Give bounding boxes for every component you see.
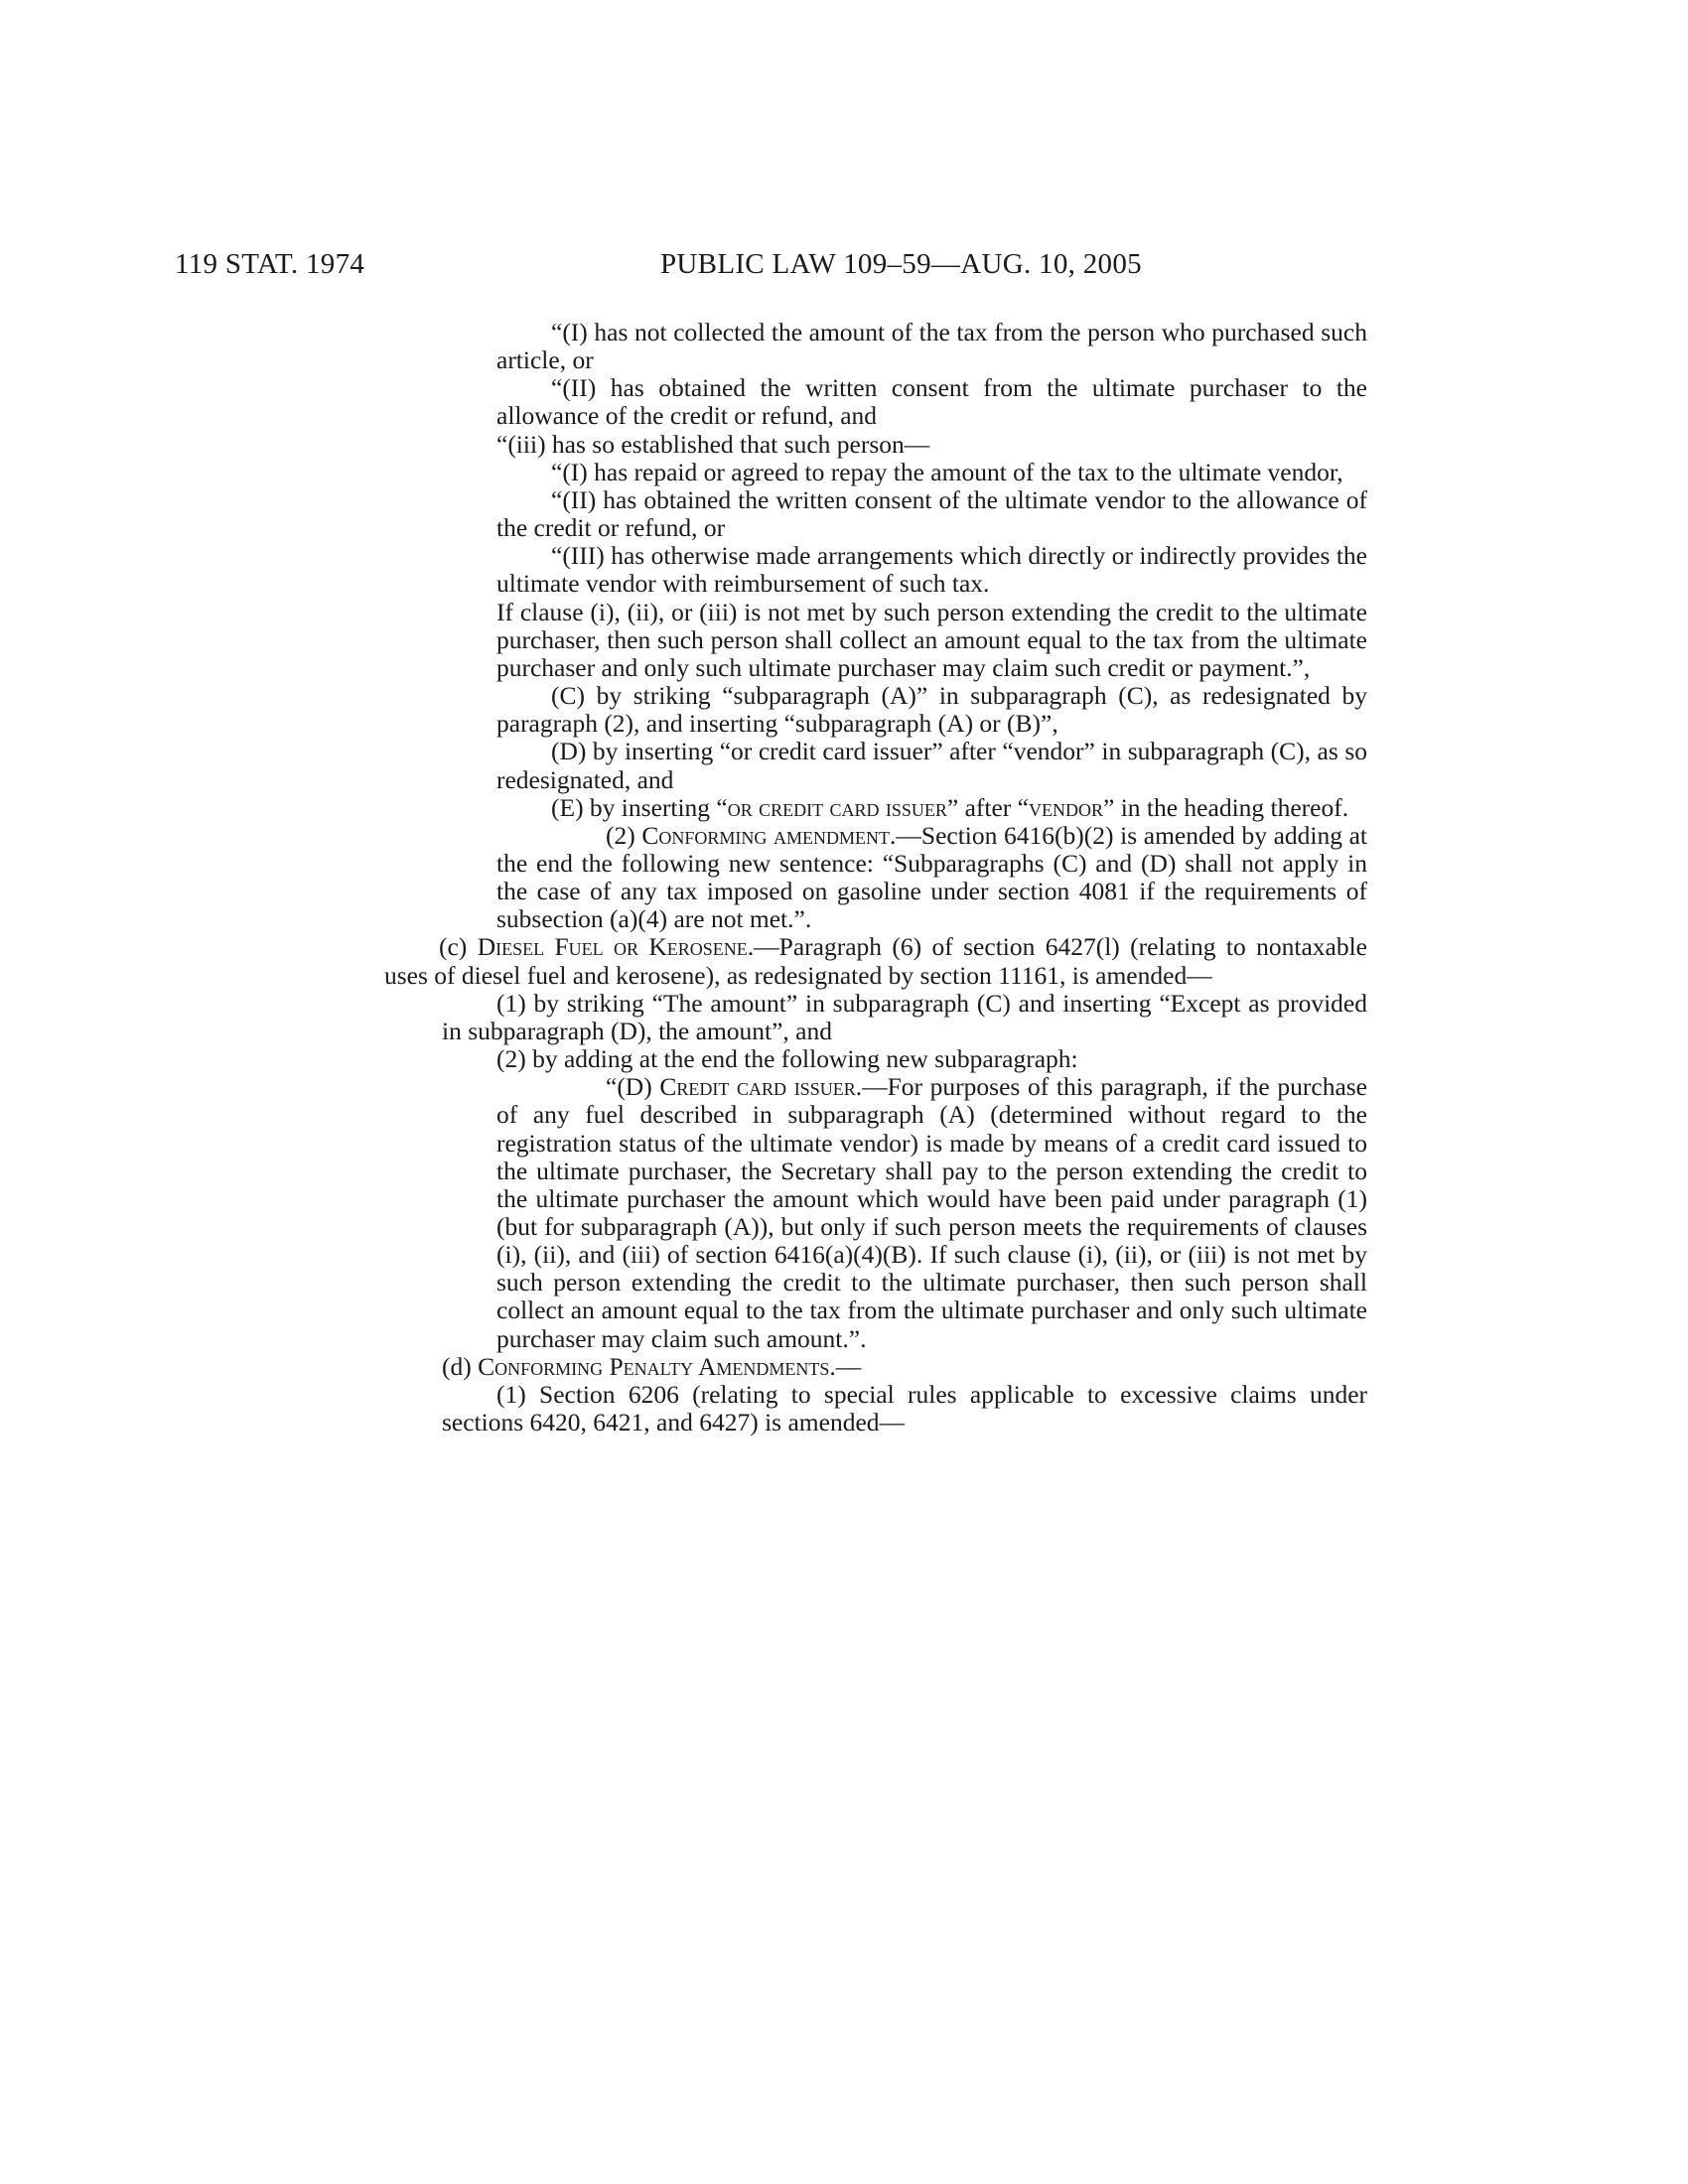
subparagraph-C: (C) by striking “subparagraph (A)” in subparagraph (C), as redesignated by paragraph (2), and inserting “subparagraph (A) or (B)”,: [496, 681, 1367, 739]
paragraph-1-striking: (1) by striking “The amount” in subparagraph (C) and inserting “Except as provided in subparagraph (D), the amount”, and: [442, 988, 1367, 1045]
subparagraph-E: (E) by inserting “or credit card issuer” after “vendor” in the heading thereof.: [551, 792, 1349, 822]
clause-iii: “(iii) has so established that such person—: [496, 429, 930, 459]
clause-iii-subclause-I: “(I) has repaid or agreed to repay the amount of the tax to the ultimate vendor,: [551, 457, 1343, 486]
clause-iii-subclause-III: “(III) has otherwise made arrangements which directly or indirectly provides the ultimate vendor with reimbursement of such tax.: [496, 541, 1367, 599]
paragraph-1-section-6206: (1) Section 6206 (relating to special rules applicable to excessive claims under sections 6420, 6421, and 6427) is amended—: [442, 1379, 1367, 1437]
small-caps-phrase: or credit card issuer: [727, 792, 947, 822]
subparagraph-D-credit-card-issuer: “(D) Credit card issuer.—For purposes of this paragraph, if the purchase of any fuel described in subparagraph (A) (determined without regard to the registration status of the ultimate vendor) is made by means of a credit card issued to the ultimate purchaser, the Secretary shall pay to the person extending the credit to the ultimate purchaser the amount which would have been paid under paragraph (1) (but for subparagraph (A)), but only if such person meets the requirements of clauses (i), (ii), and (iii) of section 6416(a)(4)(B). If such clause (i), (ii), or (iii) is not met by such person extending the credit to the ultimate purchaser, then such person shall collect an amount equal to the tax from the ultimate purchaser and only such ultimate purchaser may claim such amount.”.: [496, 1072, 1368, 1353]
paragraph-2-adding: (2) by adding at the end the following new subparagraph:: [496, 1044, 1078, 1074]
subsection-c-diesel-fuel: (c) Diesel Fuel or Kerosene.—Paragraph (6) of section 6427(l) (relating to nontaxable uses of diesel fuel and kerosene), as redesignated by section 11161, is amended—: [384, 932, 1367, 990]
section-heading: Diesel Fuel or Kerosene: [477, 932, 748, 962]
paragraph-2-conforming-amendment: (2) Conforming amendment.—Section 6416(b)(2) is amended by adding at the end the following new sentence: “Subparagraphs (C) and (D) shall not apply in the case of any tax imposed on gasoline under section 4081 if the requirements of subsection (a)(4) are not met.”.: [496, 820, 1368, 934]
statute-page-number: 119 STAT. 1974: [175, 248, 365, 280]
flush-paragraph: If clause (i), (ii), or (iii) is not met by such person extending the credit to the ultimate purchaser, then such person shall collect an amount equal to the tax from the ultimate purchaser and only such ultimate purchaser may claim such credit or payment.”,: [496, 597, 1367, 682]
clause-iii-subclause-II: “(II) has obtained the written consent of the ultimate vendor to the allowance of the credit or refund, or: [496, 484, 1367, 543]
page-header: [175, 248, 1217, 288]
section-heading: Conforming Penalty Amendments: [478, 1351, 830, 1381]
document-body: [384, 318, 1368, 1437]
subparagraph-D: (D) by inserting “or credit card issuer” after “vendor” in subparagraph (C), as so redesignated, and: [496, 737, 1367, 794]
clause-i-subclause-II: “(II) has obtained the written consent from the ultimate purchaser to the allowance of the credit or refund, and: [496, 373, 1367, 431]
small-caps-phrase: vendor: [1029, 792, 1103, 822]
public-law-title: PUBLIC LAW 109–59—AUG. 10, 2005: [660, 248, 1142, 280]
subsection-d-penalty-amendments: (d) Conforming Penalty Amendments.—: [442, 1351, 862, 1381]
section-heading: Conforming amendment: [641, 820, 891, 850]
clause-i-subclause-I: “(I) has not collected the amount of the tax from the person who purchased such article, or: [496, 318, 1367, 375]
section-heading: Credit card issuer: [659, 1072, 856, 1102]
